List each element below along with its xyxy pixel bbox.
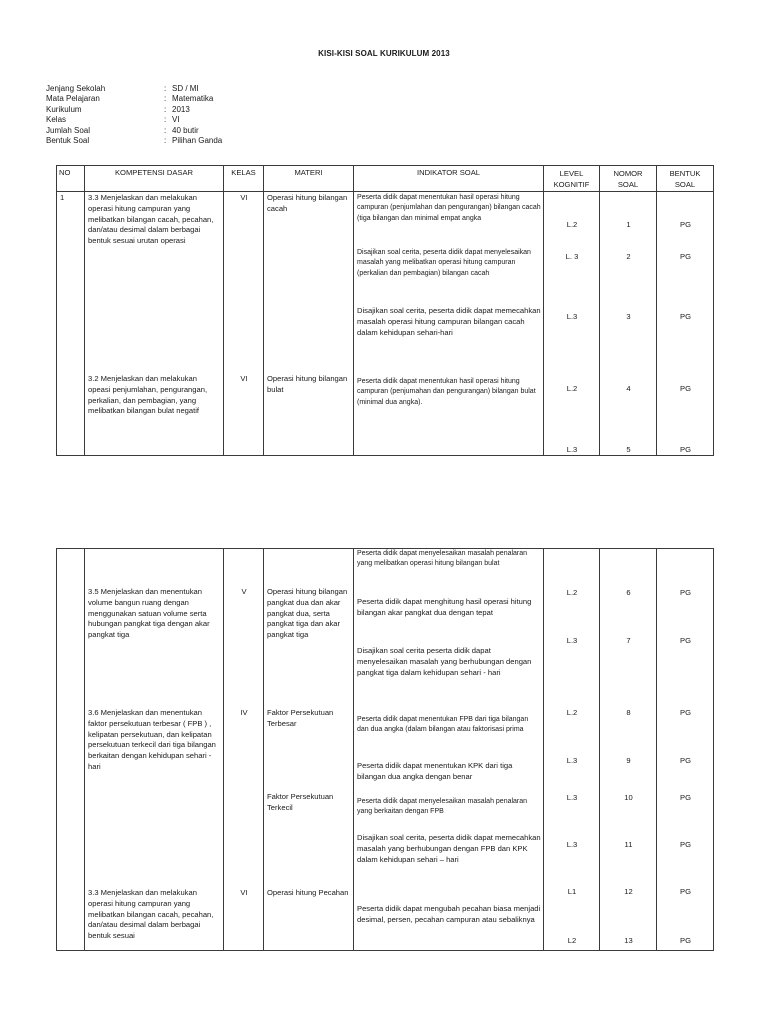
header-bentuk-soal <box>657 166 714 192</box>
header-nomor-line: SOAL <box>617 179 639 189</box>
level-text: L.3 <box>566 312 578 321</box>
level-text: L.2 <box>566 384 578 393</box>
meta-separator: : <box>164 94 167 104</box>
indikator-text: Disajikan soal cerita, peserta didik dapat memecahkan masalah operasi hitung campuran bilangan cacah dalam kehidupan sehari-hari <box>357 306 541 337</box>
nomor-text: 3 <box>626 312 631 321</box>
header-bentuk-line: BENTUK <box>669 168 701 178</box>
cell-bentuk-soal <box>657 192 714 456</box>
nomor-text: 7 <box>626 636 631 645</box>
indikator-text: Disajikan soal cerita, peserta didik dapat menyelesaikan masalah yang melibatkan operasi hitung campuran (perkalian dan pembagian) bilangan cacah <box>357 249 531 277</box>
nomor-text: 8 <box>626 708 631 717</box>
kompetensi-dasar-text: 3.5 Menjelaskan dan menentukan volume bangun ruang dengan menggunakan satuan volume serta hubungan pangkat tiga dengan akar pangkat tiga <box>88 587 210 640</box>
nomor-text: 12 <box>624 887 633 896</box>
bentuk-text: PG <box>680 252 691 261</box>
kelas-text: V <box>241 587 247 596</box>
bentuk-text: PG <box>680 636 691 645</box>
level-text: L2 <box>567 936 577 945</box>
header-no: NO <box>57 166 85 192</box>
header-kelas: KELAS <box>224 166 264 192</box>
bentuk-text: PG <box>680 887 691 896</box>
cell-kelas <box>224 192 264 456</box>
header-bentuk-line: SOAL <box>674 179 696 189</box>
bentuk-text: PG <box>680 840 691 849</box>
bentuk-text: PG <box>680 445 691 454</box>
kelas-text: VI <box>240 193 248 202</box>
level-text: L.3 <box>566 445 578 454</box>
nomor-text: 11 <box>624 840 633 849</box>
header-level-line: KOGNITIF <box>553 179 590 189</box>
table-header-row <box>57 166 714 192</box>
indikator-text: Disajikan soal cerita peserta didik dapat menyelesaikan masalah yang berhubungan dengan pangkat tiga dalam kehidupan sehari - hari <box>357 646 532 677</box>
cell-no <box>57 192 85 456</box>
meta-label: Jumlah Soal <box>46 125 91 135</box>
table-row <box>57 192 714 456</box>
cell-kompetensi-dasar <box>85 549 224 951</box>
meta-separator: : <box>164 104 167 114</box>
bentuk-text: PG <box>680 793 691 802</box>
header-indikator-soal: INDIKATOR SOAL <box>354 166 544 192</box>
meta-value: VI <box>172 115 180 125</box>
kelas-text: VI <box>240 374 248 383</box>
meta-separator: : <box>164 84 167 93</box>
cell-kelas <box>224 549 264 951</box>
level-text: L.2 <box>566 220 578 229</box>
kisi-kisi-table-2 <box>56 548 714 951</box>
nomor-text: 13 <box>624 936 633 945</box>
kompetensi-dasar-text: 3.2 Menjelaskan dan melakukan opeasi penjumlahan, pengurangan, perkalian, dan pembagian, yang melibatkan bilangan bulat negatif <box>88 374 208 416</box>
header-nomor-soal <box>600 166 657 192</box>
meta-row <box>46 115 222 125</box>
meta-value: Pilihan Ganda <box>172 136 223 146</box>
level-text: L.2 <box>566 588 578 597</box>
cell-materi <box>264 192 354 456</box>
cell-nomor-soal <box>600 549 657 951</box>
indikator-text: Peserta didik dapat menyelesaikan masalah penalaran yang berkaitan dengan FPB <box>357 798 528 816</box>
header-level-kognitif <box>544 166 600 192</box>
header-materi: MATERI <box>264 166 354 192</box>
indikator-text: Disajikan soal cerita, peserta didik dapat memecahkan masalah yang berhubungan dengan FPB dan KPK dalam kehidupan sehari – hari <box>357 833 541 864</box>
indikator-text: Peserta didik dapat menentukan KPK dari tiga bilangan dua angka dengan benar <box>357 761 513 781</box>
meta-value: SD / MI <box>172 84 199 93</box>
row-number: 1 <box>60 193 65 202</box>
meta-label: Bentuk Soal <box>46 136 90 146</box>
nomor-text: 2 <box>626 252 631 261</box>
level-text: L.3 <box>566 636 578 645</box>
level-text: L. 3 <box>565 252 579 261</box>
materi-text: Operasi hitung bilangan bulat <box>267 374 348 394</box>
materi-text: Operasi hitung Pecahan <box>267 888 349 897</box>
meta-label: Mata Pelajaran <box>46 94 100 104</box>
header-nomor-line: NOMOR <box>613 168 643 178</box>
cell-indikator-soal <box>354 192 544 456</box>
indikator-text: Peserta didik dapat menentukan FPB dari tiga bilangan dan dua angka (dalam bilangan atau faktorisasi prima <box>357 716 529 734</box>
meta-separator: : <box>164 125 167 135</box>
document-metadata <box>46 84 222 146</box>
bentuk-text: PG <box>680 756 691 765</box>
bentuk-text: PG <box>680 708 691 717</box>
meta-row <box>46 84 222 94</box>
meta-label: Kelas <box>46 115 67 125</box>
level-text: L.3 <box>566 793 578 802</box>
cell-no <box>57 549 85 951</box>
kelas-text: VI <box>240 888 248 897</box>
header-level-line: LEVEL <box>559 168 584 178</box>
materi-text: Operasi hitung bilangan pangkat dua dan akar pangkat dua, serta pangkat tiga dan akar pangkat tiga <box>267 587 348 640</box>
meta-label: Kurikulum <box>46 104 82 114</box>
table-row <box>57 549 714 951</box>
nomor-text: 6 <box>626 588 631 597</box>
meta-row <box>46 94 222 104</box>
materi-text: Faktor Persekutuan Terkecil <box>267 792 334 812</box>
nomor-text: 4 <box>626 384 631 393</box>
bentuk-text: PG <box>680 312 691 321</box>
meta-value: Matematika <box>172 94 214 104</box>
cell-kompetensi-dasar <box>85 192 224 456</box>
header-kompetensi-dasar: KOMPETENSI DASAR <box>85 166 224 192</box>
kompetensi-dasar-text: 3.3 Menjelaskan dan melakukan operasi hitung campuran yang melibatkan bilangan cacah, pecahan, dan/atau desimal dalam berbagai bentuk sesuai urutan operasi <box>88 193 214 246</box>
cell-level-kognitif <box>544 192 600 456</box>
meta-value: 40 butir <box>172 125 199 135</box>
materi-text: Operasi hitung bilangan cacah <box>267 193 348 213</box>
level-text: L.3 <box>566 840 578 849</box>
indikator-text: Peserta didik dapat menghitung hasil operasi hitung bilangan akar pangkat dua dengan tepat <box>357 597 532 617</box>
bentuk-text: PG <box>680 936 691 945</box>
cell-level-kognitif <box>544 549 600 951</box>
materi-text: Faktor Persekutuan Terbesar <box>267 708 334 728</box>
meta-separator: : <box>164 115 167 125</box>
meta-row <box>46 136 222 146</box>
document-title: KISI-KISI SOAL KURIKULUM 2013 <box>318 49 450 58</box>
indikator-text: Peserta didik dapat menentukan hasil operasi hitung campuran (penjumlahan dan pengurangan) bilangan cacah (tiga bilangan dan minimal empat angka <box>357 194 541 222</box>
cell-nomor-soal <box>600 192 657 456</box>
kisi-kisi-table-1 <box>56 165 714 456</box>
indikator-text: Peserta didik dapat menentukan hasil operasi hitung campuran (penjumahan dan pengurangan) bilangan bulat (minimal dua angka). <box>357 378 536 406</box>
cell-bentuk-soal <box>657 549 714 951</box>
bentuk-text: PG <box>680 220 691 229</box>
meta-row <box>46 105 222 115</box>
bentuk-text: PG <box>680 384 691 393</box>
cell-materi <box>264 549 354 951</box>
nomor-text: 1 <box>626 220 631 229</box>
meta-label: Jenjang Sekolah <box>46 84 106 93</box>
nomor-text: 5 <box>626 445 631 454</box>
indikator-text: Peserta didik dapat mengubah pecahan biasa menjadi desimal, persen, pecahan campuran atau sebaliknya <box>357 904 541 924</box>
bentuk-text: PG <box>680 588 691 597</box>
kelas-text: IV <box>240 708 248 717</box>
nomor-text: 9 <box>626 756 631 765</box>
meta-separator: : <box>164 136 167 146</box>
cell-indikator-soal <box>354 549 544 951</box>
kompetensi-dasar-text: 3.6 Menjelaskan dan menentukan faktor persekutuan terbesar ( FPB ) , kelipatan persekutuan, dan kelipatan persekutuan terkecil dari tiga bilangan berkaitan dengan kehidupan sehari - hari <box>88 708 216 771</box>
kompetensi-dasar-text: 3.3 Menjelaskan dan melakukan operasi hitung campuran yang melibatkan bilangan cacah, pecahan, dan/atau desimal dalam berbagai bentuk sesuai <box>88 888 214 941</box>
indikator-text: Peserta didik dapat menyelesaikan masalah penalaran yang melibatkan operasi hitung bilangan bulat <box>357 550 528 568</box>
meta-value: 2013 <box>172 104 190 114</box>
nomor-text: 10 <box>624 793 633 802</box>
level-text: L.3 <box>566 756 578 765</box>
level-text: L.2 <box>566 708 578 717</box>
level-text: L1 <box>567 887 577 896</box>
meta-row <box>46 126 222 136</box>
